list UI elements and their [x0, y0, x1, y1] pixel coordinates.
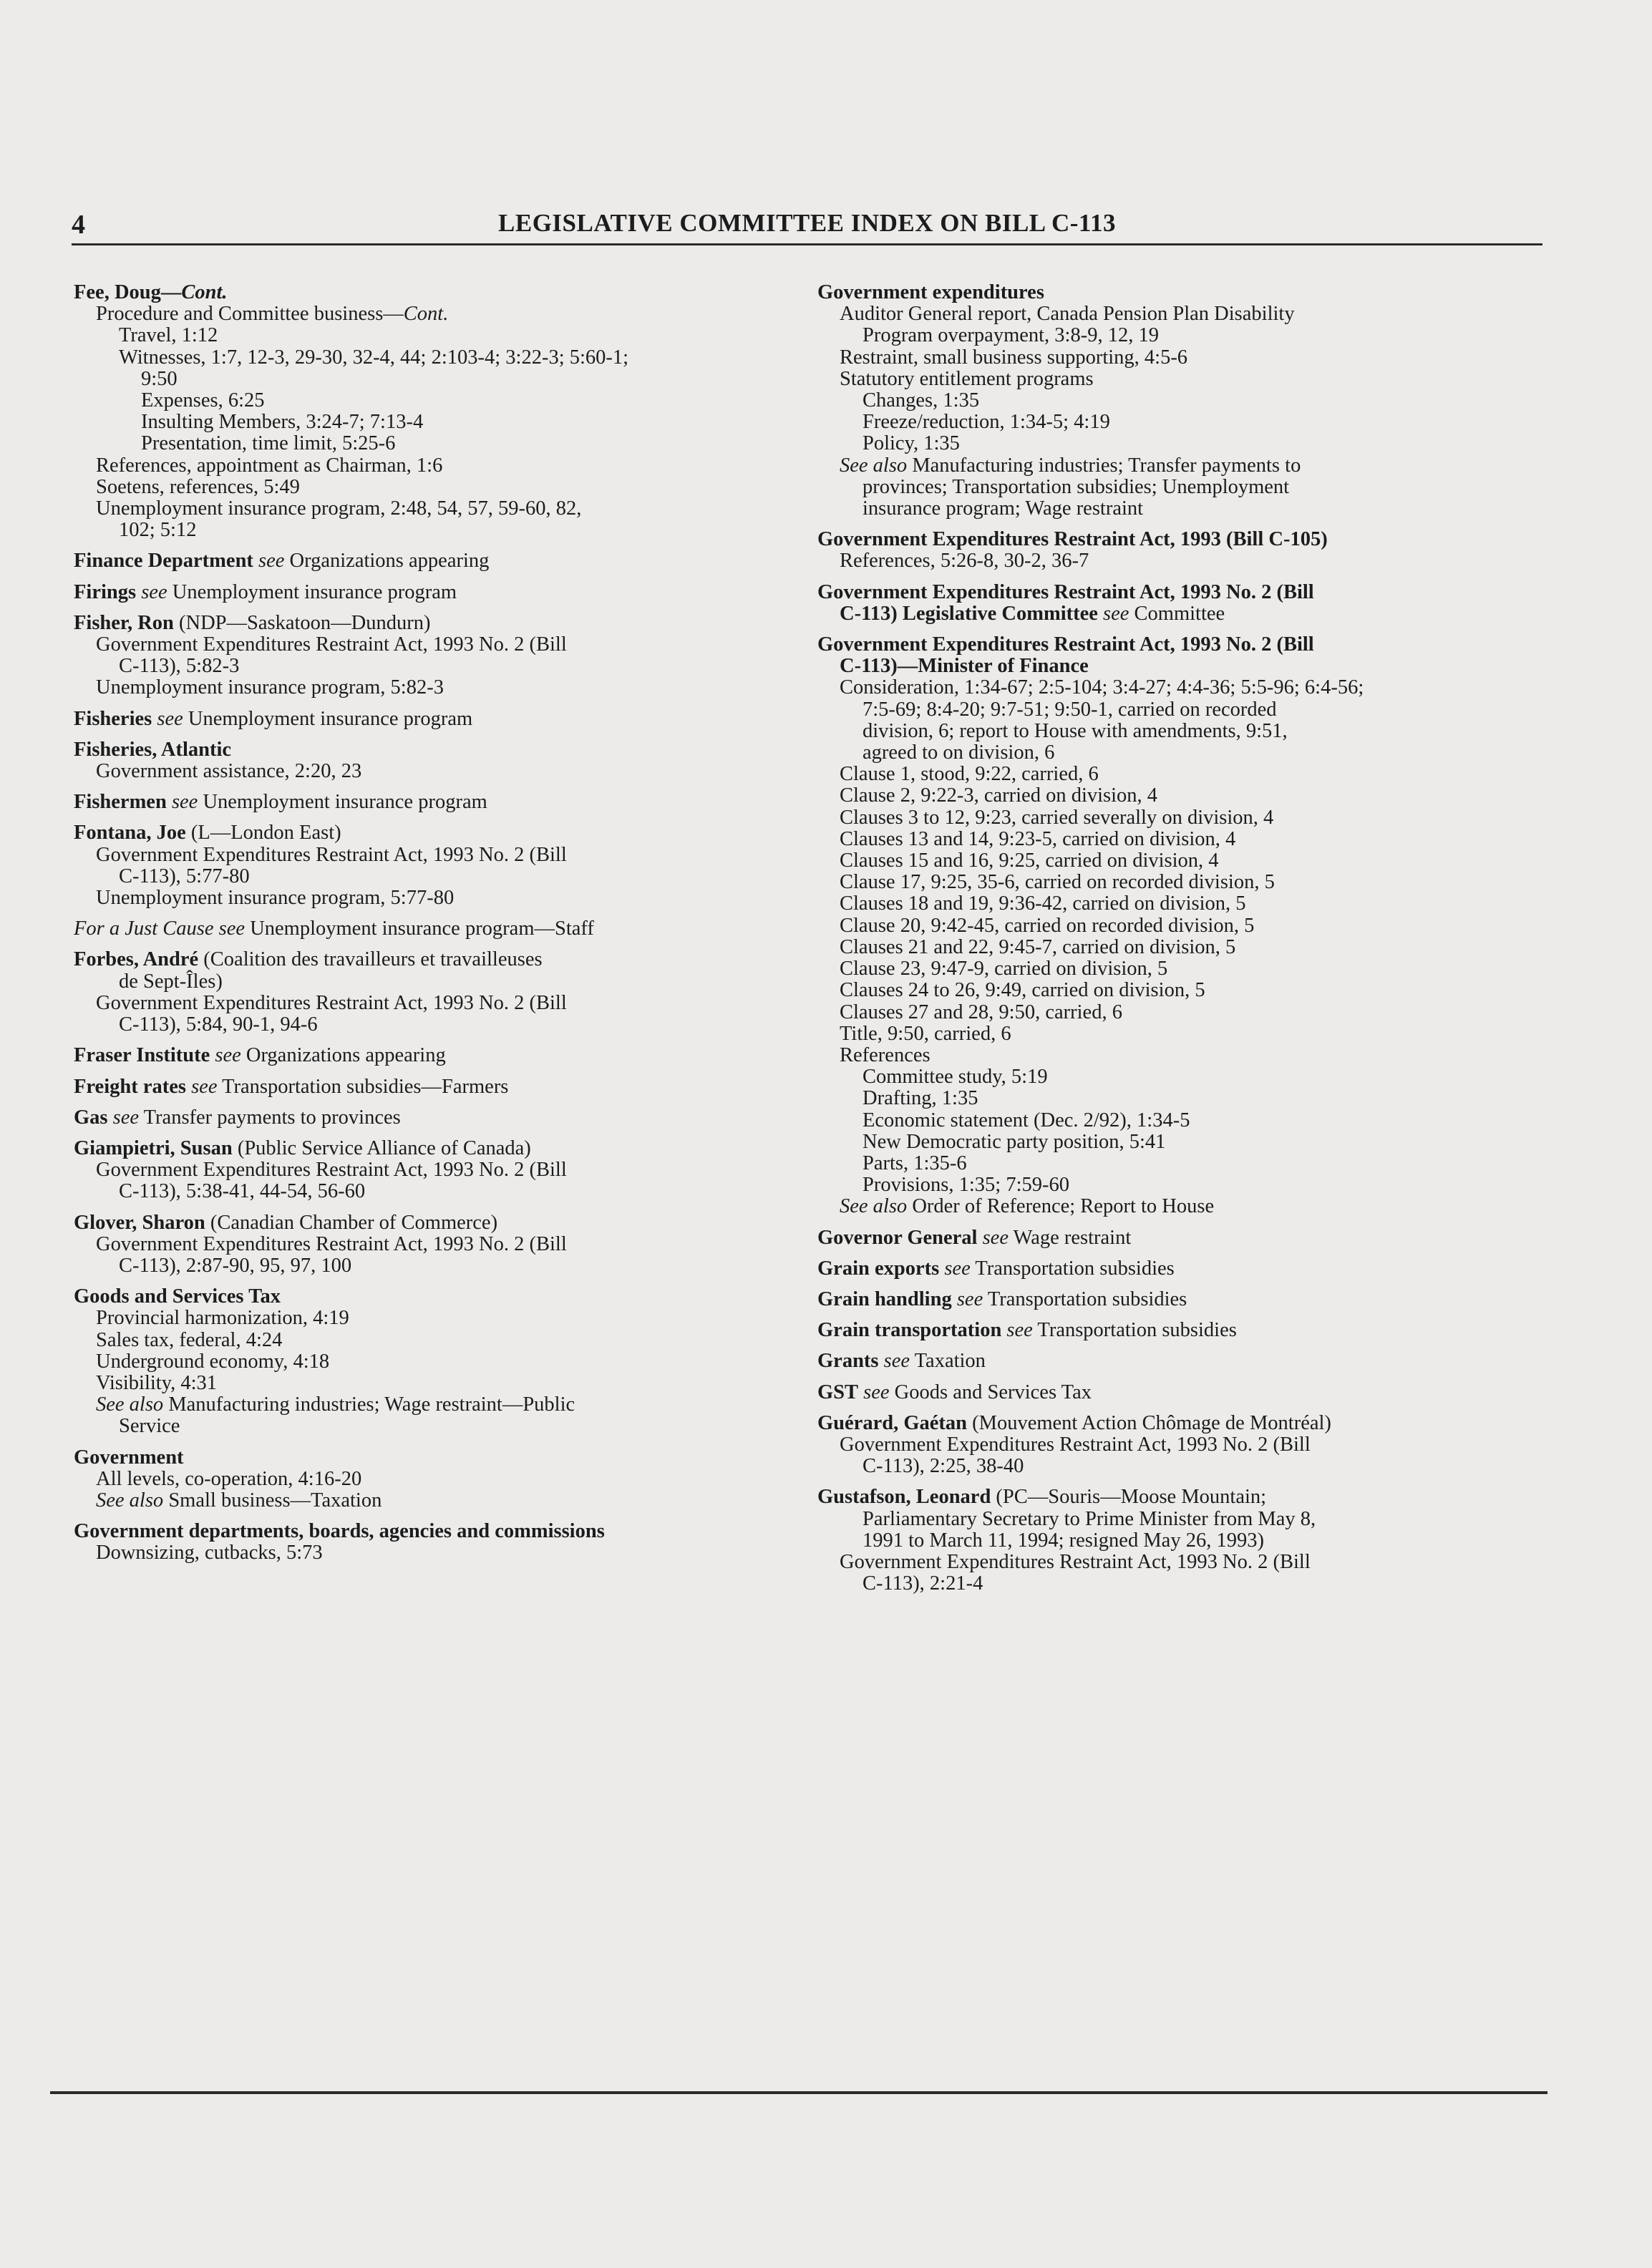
index-entry — [817, 1320, 1555, 1341]
index-text: Clause 23, 9:47-9, carried on division, 5 — [840, 958, 1168, 980]
index-text: References — [840, 1043, 931, 1066]
index-heading-line — [817, 1486, 1555, 1508]
index-text: Parliamentary Secretary to Prime Minister from May 8, — [863, 1507, 1316, 1530]
index-subentry-line — [74, 433, 797, 454]
index-entry — [74, 1076, 797, 1098]
index-entry — [74, 282, 797, 541]
index-text: Clause 20, 9:42-45, carried on recorded division, 5 — [840, 914, 1255, 937]
index-text: see — [213, 918, 246, 940]
index-subentry-line — [817, 347, 1555, 369]
index-text: C-113), 5:38-41, 44-54, 56-60 — [119, 1180, 366, 1203]
index-text: See also — [96, 1393, 164, 1416]
index-text: Finance Department — [74, 550, 253, 573]
index-subentry-line — [74, 347, 797, 369]
index-text: Government Expenditures Restraint Act, 1993 No. 2 (Bill — [96, 1232, 567, 1255]
index-text: division, 6; report to House with amendments, 9:51, — [863, 719, 1288, 742]
index-text: Order of Reference; Report to House — [907, 1195, 1215, 1218]
index-subentry-line — [74, 498, 797, 520]
index-entry — [817, 1289, 1555, 1310]
index-text: see — [939, 1257, 971, 1280]
index-text: Firings — [74, 580, 137, 603]
index-text: Clause 1, stood, 9:22, carried, 6 — [840, 763, 1099, 786]
index-text: Grain transportation — [817, 1319, 1002, 1342]
index-text: Unemployment insurance program—Staff — [245, 918, 594, 940]
index-heading-line — [817, 1258, 1555, 1280]
index-entry — [74, 1212, 797, 1277]
index-text: References, appointment as Chairman, 1:6 — [96, 454, 443, 477]
index-subentry-line — [74, 845, 797, 866]
index-text: Soetens, references, 5:49 — [96, 475, 300, 498]
index-entry — [74, 949, 797, 1036]
index-subentry-line — [817, 1045, 1555, 1066]
index-subentry-line — [817, 1066, 1555, 1088]
index-subentry-line — [74, 412, 797, 433]
index-text: Grain handling — [817, 1288, 952, 1310]
index-text: Auditor General report, Canada Pension Plan Disability — [840, 303, 1295, 326]
index-text: Fishermen — [74, 791, 167, 814]
index-text: (Canadian Chamber of Commerce) — [205, 1211, 498, 1234]
index-entry — [74, 918, 797, 940]
index-text: C-113) Legislative Committee — [840, 602, 1098, 625]
index-text: Witnesses, 1:7, 12-3, 29-30, 32-4, 44; 2:103-4; 3:22-3; 5:60-1; — [119, 346, 629, 369]
index-text: Presentation, time limit, 5:25-6 — [141, 432, 396, 455]
index-entry — [817, 1486, 1555, 1595]
index-text: Travel, 1:12 — [119, 324, 218, 347]
index-text: Policy, 1:35 — [863, 432, 960, 455]
index-text: see — [1001, 1319, 1033, 1342]
index-subentry-line — [74, 1014, 797, 1036]
index-text: Clause 2, 9:22-3, carried on division, 4 — [840, 784, 1158, 807]
index-subentry-line — [817, 1509, 1555, 1530]
index-text: References, 5:26-8, 30-2, 36-7 — [840, 550, 1089, 573]
page-header — [72, 209, 1542, 242]
index-text: C-113), 2:87-90, 95, 97, 100 — [119, 1254, 352, 1277]
index-subentry-line — [74, 1255, 797, 1277]
index-text: see — [977, 1226, 1009, 1249]
running-title: LEGISLATIVE COMMITTEE INDEX ON BILL C-113 — [498, 209, 1116, 237]
index-text: Drafting, 1:35 — [863, 1087, 978, 1110]
index-text: Government assistance, 2:20, 23 — [96, 760, 362, 783]
index-entry — [817, 582, 1555, 625]
index-subentry-line — [74, 993, 797, 1014]
index-text: Clauses 27 and 28, 9:50, carried, 6 — [840, 1001, 1122, 1023]
index-text: Clauses 13 and 14, 9:23-5, carried on division, 4 — [840, 827, 1236, 850]
index-text: Governor General — [817, 1226, 978, 1249]
index-text: Unemployment insurance program, 5:82-3 — [96, 676, 444, 699]
index-text: Fisheries — [74, 707, 152, 730]
index-subentry-line — [74, 971, 797, 993]
index-text: Downsizing, cutbacks, 5:73 — [96, 1542, 323, 1564]
index-text: see — [253, 550, 285, 573]
index-entry — [74, 1045, 797, 1066]
index-text: Guérard, Gaétan — [817, 1411, 967, 1434]
index-text: Restraint, small business supporting, 4:5-6 — [840, 346, 1188, 369]
index-heading-line — [74, 1045, 797, 1066]
index-entry — [817, 634, 1555, 1217]
index-entry — [74, 613, 797, 699]
index-subentry-line — [817, 369, 1555, 390]
index-text: Forbes, André — [74, 948, 199, 971]
index-heading-line — [817, 282, 1555, 303]
index-text: — — [160, 281, 182, 303]
index-heading-line — [74, 1076, 797, 1098]
index-subentry-line — [74, 1159, 797, 1181]
index-text: Grain exports — [817, 1257, 940, 1280]
index-text: Changes, 1:35 — [863, 389, 980, 412]
index-heading-line — [74, 822, 797, 844]
index-subentry-line — [817, 742, 1555, 764]
index-heading-line — [817, 1350, 1555, 1372]
index-text: Government departments, boards, agencies and commissions — [74, 1520, 605, 1543]
index-entry — [74, 739, 797, 782]
index-text: see — [107, 1106, 140, 1129]
index-entry — [817, 1227, 1555, 1249]
index-entry — [74, 550, 797, 572]
index-subentry-line — [817, 764, 1555, 785]
index-subentry-line — [817, 1131, 1555, 1153]
index-text: Government Expenditures Restraint Act, 1993 No. 2 (Bill — [96, 843, 567, 866]
index-subentry-line — [817, 893, 1555, 915]
index-subentry-line — [74, 520, 797, 541]
index-subentry-line — [817, 1530, 1555, 1552]
index-subentry-line — [74, 1469, 797, 1490]
index-subentry-line — [74, 1542, 797, 1564]
index-entry — [817, 1413, 1555, 1478]
index-text: Freeze/reduction, 1:34-5; 4:19 — [863, 411, 1110, 434]
index-subentry-line — [817, 850, 1555, 872]
index-text: Cont. — [403, 303, 449, 326]
index-heading-line — [817, 1382, 1555, 1403]
index-subentry-line — [817, 915, 1555, 937]
index-text: Transportation subsidies — [970, 1257, 1175, 1280]
index-text: C-113), 5:84, 90-1, 94-6 — [119, 1013, 318, 1036]
index-subentry-line — [74, 1490, 797, 1512]
index-subentry-line — [817, 303, 1555, 325]
index-text: see — [185, 1075, 218, 1098]
index-subentry-line — [817, 1174, 1555, 1196]
index-text: Goods and Services Tax — [889, 1381, 1092, 1403]
index-text: Wage restraint — [1008, 1226, 1132, 1249]
index-subentry-line — [817, 1456, 1555, 1477]
index-text: Economic statement (Dec. 2/92), 1:34-5 — [863, 1109, 1190, 1131]
index-subentry-line — [817, 412, 1555, 433]
index-subentry-line — [817, 477, 1555, 498]
index-heading-line — [74, 1286, 797, 1308]
index-heading-line — [817, 1413, 1555, 1434]
index-text: Government Expenditures Restraint Act, 1993 No. 2 (Bill — [817, 633, 1314, 656]
index-heading-line — [817, 1320, 1555, 1341]
index-heading-line — [74, 282, 797, 303]
index-text: Giampietri, Susan — [74, 1137, 233, 1159]
index-text: Organizations appearing — [284, 550, 490, 573]
index-text: Clause 17, 9:25, 35-6, carried on recorded division, 5 — [840, 871, 1275, 894]
index-text: provinces; Transportation subsidies; Unemployment — [863, 475, 1290, 498]
index-text: 7:5-69; 8:4-20; 9:7-51; 9:50-1, carried on recorded — [863, 698, 1277, 721]
index-text: C-113), 2:25, 38-40 — [863, 1455, 1024, 1478]
index-subentry-line — [74, 390, 797, 412]
index-heading-line — [74, 1212, 797, 1234]
index-text: Transportation subsidies — [1032, 1319, 1237, 1342]
index-text: Visibility, 4:31 — [96, 1371, 218, 1394]
index-text: Government Expenditures Restraint Act, 1993 No. 2 (Bill — [96, 991, 567, 1014]
index-text: (PC—Souris—Moose Mountain; — [991, 1486, 1267, 1509]
index-heading-line — [74, 1447, 797, 1469]
index-text: Statutory entitlement programs — [840, 367, 1094, 390]
index-text: Transfer payments to provinces — [139, 1106, 401, 1129]
index-heading-line — [74, 1138, 797, 1159]
index-text: Program overpayment, 3:8-9, 12, 19 — [863, 324, 1159, 347]
index-text: Transportation subsidies—Farmers — [217, 1075, 509, 1098]
index-text: (Mouvement Action Chômage de Montréal) — [966, 1411, 1331, 1434]
index-entry — [74, 1521, 797, 1564]
index-text: Glover, Sharon — [74, 1211, 205, 1234]
index-heading-line — [74, 613, 797, 634]
footer-rule — [50, 2091, 1547, 2094]
index-subentry-line — [74, 677, 797, 699]
index-text: see — [136, 580, 167, 603]
index-entry — [74, 1447, 797, 1512]
page-number: 4 — [72, 210, 85, 240]
index-text: see — [951, 1288, 983, 1310]
index-text: Government Expenditures Restraint Act, 1993 No. 2 (Bill — [840, 1433, 1311, 1456]
index-text: Freight rates — [74, 1075, 186, 1098]
index-text: Committee study, 5:19 — [863, 1066, 1048, 1089]
index-text: Unemployment insurance program — [167, 580, 457, 603]
index-text: (Coalition des travailleurs et travailleuses — [198, 948, 543, 971]
index-heading-line — [74, 582, 797, 603]
index-column-left — [74, 282, 797, 1574]
index-heading-line — [817, 529, 1555, 550]
index-text: Clauses 24 to 26, 9:49, carried on division, 5 — [840, 979, 1205, 1002]
index-text: Unemployment insurance program — [183, 707, 473, 730]
index-subentry-line — [74, 1181, 797, 1202]
index-subentry-line — [817, 980, 1555, 1001]
index-heading-line — [74, 1107, 797, 1129]
index-text: Government Expenditures Restraint Act, 1993 (Bill C-105) — [817, 528, 1328, 551]
index-heading-line — [74, 792, 797, 813]
index-text: Unemployment insurance program — [198, 791, 487, 814]
index-text: Government Expenditures Restraint Act, 1993 No. 2 (Bill — [96, 633, 567, 656]
index-text: Government — [74, 1446, 184, 1469]
index-text: Parts, 1:35-6 — [863, 1152, 967, 1174]
index-text: See also — [840, 1195, 908, 1218]
index-text: Manufacturing industries; Wage restraint—Public — [163, 1393, 575, 1416]
index-subentry-line — [817, 1088, 1555, 1109]
index-subentry-line — [74, 325, 797, 346]
index-subentry-line — [817, 603, 1555, 625]
index-heading-line — [817, 1227, 1555, 1249]
index-text: see — [1097, 602, 1129, 625]
index-subentry-line — [817, 677, 1555, 699]
index-entry — [74, 582, 797, 603]
index-subentry-line — [817, 390, 1555, 412]
index-subentry-line — [817, 937, 1555, 958]
index-entry — [817, 529, 1555, 572]
index-heading-line — [74, 918, 797, 940]
index-text: Government Expenditures Restraint Act, 1993 No. 2 (Bill — [840, 1550, 1311, 1573]
index-entry — [817, 1382, 1555, 1403]
index-text: Transportation subsidies — [983, 1288, 1187, 1310]
index-heading-line — [74, 550, 797, 572]
index-text: Gustafson, Leonard — [817, 1486, 991, 1509]
index-text: Sales tax, federal, 4:24 — [96, 1328, 283, 1351]
index-text: (NDP—Saskatoon—Dundurn) — [173, 611, 431, 634]
index-text: Fisher, Ron — [74, 611, 174, 634]
index-subentry-line — [817, 872, 1555, 893]
index-subentry-line — [74, 887, 797, 909]
index-text: New Democratic party position, 5:41 — [863, 1130, 1166, 1153]
index-text: see — [210, 1044, 241, 1067]
index-heading-line — [817, 582, 1555, 603]
index-text: Fisheries, Atlantic — [74, 738, 232, 761]
index-heading-line — [74, 739, 797, 761]
index-subentry-line — [74, 1373, 797, 1394]
index-entry — [817, 282, 1555, 520]
index-text: 102; 5:12 — [119, 519, 197, 542]
index-text: C-113)—Minister of Finance — [840, 655, 1089, 678]
index-text: Small business—Taxation — [163, 1489, 382, 1512]
index-subentry-line — [74, 455, 797, 477]
index-subentry-line — [817, 1023, 1555, 1045]
index-entry — [817, 1258, 1555, 1280]
index-text: Service — [119, 1415, 180, 1438]
index-text: Insulting Members, 3:24-7; 7:13-4 — [141, 411, 424, 434]
index-heading-line — [817, 634, 1555, 656]
index-text: insurance program; Wage restraint — [863, 497, 1144, 520]
index-text: de Sept-Îles) — [119, 970, 223, 993]
index-text: Gas — [74, 1106, 108, 1129]
index-subentry-line — [817, 785, 1555, 807]
index-text: see — [858, 1381, 890, 1403]
index-text: see — [152, 707, 183, 730]
index-subentry-line — [817, 958, 1555, 980]
index-subentry-line — [817, 1153, 1555, 1174]
index-text: 1991 to March 11, 1994; resigned May 26, 1993) — [863, 1529, 1264, 1552]
index-text: C-113), 2:21-4 — [863, 1572, 983, 1595]
index-entry — [74, 709, 797, 730]
index-subentry-line — [817, 433, 1555, 454]
index-subentry-line — [74, 866, 797, 887]
index-text: Clauses 3 to 12, 9:23, carried severally on division, 4 — [840, 806, 1274, 829]
index-subentry-line — [817, 807, 1555, 829]
index-heading-line — [74, 709, 797, 730]
index-text: All levels, co-operation, 4:16-20 — [96, 1467, 362, 1490]
index-subentry-line — [817, 550, 1555, 572]
index-subentry-line — [817, 498, 1555, 520]
index-text: Expenses, 6:25 — [141, 389, 265, 412]
index-subentry-line — [817, 325, 1555, 346]
index-subentry-line — [817, 1110, 1555, 1131]
index-text: Government Expenditures Restraint Act, 1993 No. 2 (Bill — [96, 1159, 567, 1182]
index-text: Government Expenditures Restraint Act, 1993 No. 2 (Bill — [817, 580, 1314, 603]
header-rule — [72, 243, 1542, 245]
index-subentry-line — [74, 634, 797, 656]
index-subentry-line — [817, 1434, 1555, 1456]
index-text: Goods and Services Tax — [74, 1285, 281, 1308]
index-text: see — [166, 791, 198, 814]
index-subentry-line — [817, 1002, 1555, 1023]
index-subentry-line — [817, 455, 1555, 477]
index-heading-line — [74, 1521, 797, 1542]
index-text: (Public Service Alliance of Canada) — [232, 1137, 531, 1159]
index-text: Title, 9:50, carried, 6 — [840, 1022, 1011, 1045]
index-heading-line — [817, 1289, 1555, 1310]
index-entry — [74, 1138, 797, 1203]
index-text: Manufacturing industries; Transfer payments to — [907, 454, 1301, 477]
index-entry — [74, 822, 797, 909]
index-subentry-line — [74, 369, 797, 390]
index-subentry-line — [74, 1394, 797, 1416]
index-text: Fontana, Joe — [74, 822, 186, 845]
index-subentry-line — [817, 656, 1555, 677]
index-text: Clauses 15 and 16, 9:25, carried on division, 4 — [840, 850, 1219, 872]
index-entry — [74, 1107, 797, 1129]
index-entry — [74, 792, 797, 813]
index-text: Provisions, 1:35; 7:59-60 — [863, 1174, 1069, 1197]
index-text: Committee — [1129, 602, 1225, 625]
index-text: Underground economy, 4:18 — [96, 1350, 330, 1373]
index-text: Organizations appearing — [240, 1044, 446, 1067]
index-subentry-line — [817, 721, 1555, 742]
index-subentry-line — [74, 1234, 797, 1255]
index-subentry-line — [74, 477, 797, 498]
index-text: Unemployment insurance program, 5:77-80 — [96, 887, 455, 910]
index-text: Cont. — [181, 281, 228, 303]
index-text: C-113), 5:82-3 — [119, 655, 240, 678]
index-text: see — [878, 1350, 910, 1373]
index-text: Clauses 21 and 22, 9:45-7, carried on division, 5 — [840, 935, 1236, 958]
index-text: (L—London East) — [185, 822, 341, 845]
index-text: Unemployment insurance program, 2:48, 54, 57, 59-60, 82, — [96, 497, 582, 520]
index-text: Fraser Institute — [74, 1044, 210, 1067]
index-entry — [74, 1286, 797, 1437]
index-heading-line — [74, 949, 797, 970]
index-subentry-line — [74, 1416, 797, 1437]
index-text: For a Just Cause — [74, 918, 214, 940]
index-text: agreed to on division, 6 — [863, 741, 1055, 764]
index-subentry-line — [817, 1552, 1555, 1573]
index-text: Fee, Doug — [74, 281, 161, 303]
index-text: See also — [96, 1489, 164, 1512]
index-subentry-line — [74, 761, 797, 782]
index-entry — [817, 1350, 1555, 1372]
index-subentry-line — [74, 1351, 797, 1373]
index-text: See also — [840, 454, 908, 477]
index-text: GST — [817, 1381, 859, 1403]
index-text: Government expenditures — [817, 281, 1044, 303]
index-text: C-113), 5:77-80 — [119, 865, 250, 887]
index-text: Procedure and Committee business— — [96, 303, 404, 326]
index-subentry-line — [74, 303, 797, 325]
index-subentry-line — [817, 829, 1555, 850]
index-text: Taxation — [910, 1350, 986, 1373]
index-text: Consideration, 1:34-67; 2:5-104; 3:4-27; 4:4-36; 5:5-96; 6:4-56; — [840, 676, 1364, 699]
index-column-right — [817, 282, 1555, 1604]
index-subentry-line — [74, 1330, 797, 1351]
index-subentry-line — [817, 699, 1555, 721]
index-subentry-line — [74, 1308, 797, 1329]
index-text: 9:50 — [141, 367, 178, 390]
index-subentry-line — [74, 656, 797, 677]
index-subentry-line — [817, 1196, 1555, 1217]
index-text: Clauses 18 and 19, 9:36-42, carried on division, 5 — [840, 892, 1246, 915]
index-subentry-line — [817, 1573, 1555, 1595]
index-text: Provincial harmonization, 4:19 — [96, 1307, 349, 1330]
index-text: Grants — [817, 1350, 879, 1373]
